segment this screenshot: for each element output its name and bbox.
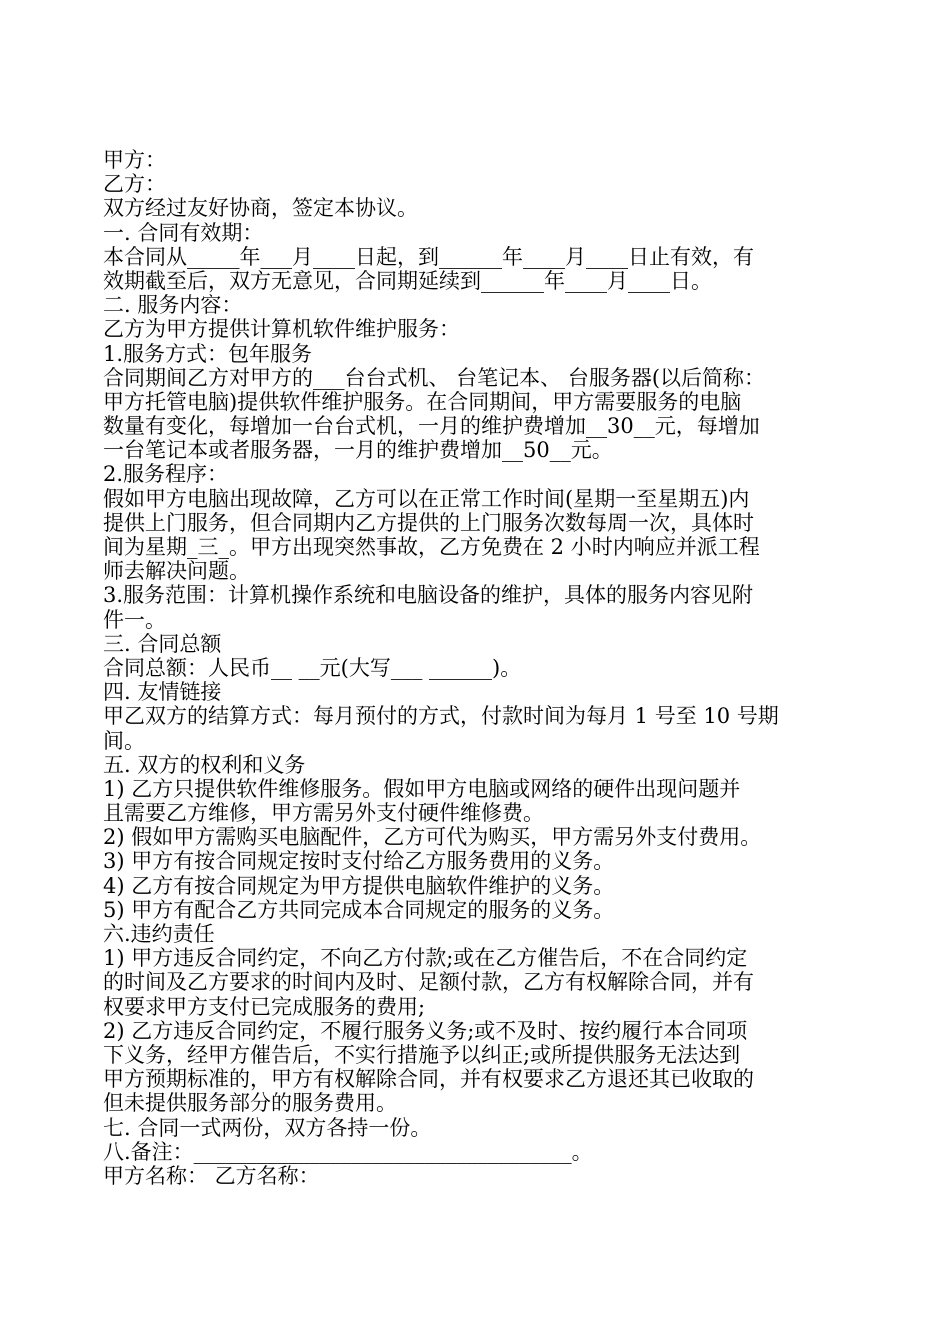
service-procedure-line-1: 假如甲方电脑出现故障，乙方可以在正常工作时间(星期一至星期五)内 — [103, 486, 750, 511]
section-2-heading: 二. 服务内容： — [103, 293, 243, 318]
rights-item-3: 3) 甲方有按合同规定按时支付给乙方服务费用的义务。 — [103, 849, 615, 874]
breach-item-1-line-3: 权要求甲方支付已完成服务的费用; — [103, 994, 426, 1019]
section-4-heading: 四. 友情链接 — [103, 680, 222, 705]
breach-item-2-line-2: 下义务，经甲方催告后，不实行措施予以纠正;或所提供服务无法达到 — [103, 1042, 741, 1067]
breach-item-2-line-1: 2) 乙方违反合同约定，不履行服务义务;或不及时、按约履行本合同项 — [103, 1018, 748, 1043]
remarks-line: 八.备注：____________________________________。 — [103, 1139, 593, 1164]
section-5-heading: 五. 双方的权利和义务 — [103, 752, 306, 777]
party-a-label: 甲方： — [103, 148, 166, 172]
signature-names-line: 甲方名称： 乙方名称： — [103, 1163, 320, 1188]
service-mode-line-3: 数量有变化，每增加一台台式机，一月的维护费增加__30__元，每增加 — [103, 414, 760, 439]
validity-line-2: 效期截至后，双方无意见，合同期延续到______年____月____日。 — [103, 268, 712, 293]
section-1-heading: 一. 合同有效期： — [103, 220, 264, 245]
service-mode-heading: 1.服务方式：包年服务 — [103, 341, 313, 366]
section-7-line: 七. 合同一式两份，双方各持一份。 — [103, 1115, 432, 1140]
party-b-label: 乙方： — [103, 172, 166, 197]
rights-item-5: 5) 甲方有配合乙方共同完成本合同规定的服务的义务。 — [103, 897, 615, 922]
breach-item-2-line-3: 甲方预期标准的，甲方有权解除合同，并有权要求乙方退还其已收取的 — [103, 1067, 754, 1092]
breach-item-1-line-2: 的时间及乙方要求的时间内及时、足额付款，乙方有权解除合同，并有 — [103, 970, 754, 995]
rights-item-1-line-1: 1) 乙方只提供软件维修服务。假如甲方电脑或网络的硬件出现问题并 — [103, 776, 741, 801]
section-3-heading: 三. 合同总额 — [103, 631, 222, 656]
service-procedure-line-4: 师去解决问题。 — [103, 559, 250, 584]
service-mode-line-2: 甲方托管电脑)提供软件维护服务。在合同期间，甲方需要服务的电脑 — [103, 389, 742, 414]
rights-item-4: 4) 乙方有按合同规定为甲方提供电脑软件维护的义务。 — [103, 873, 615, 898]
settlement-line-1: 甲乙双方的结算方式：每月预付的方式，付款时间为每月 1 号至 10 号期 — [103, 704, 779, 729]
rights-item-2: 2) 假如甲方需购买电脑配件，乙方可代为购买，甲方需另外支付费用。 — [103, 825, 762, 850]
service-mode-line-4: 一台笔记本或者服务器，一月的维护费增加__50__元。 — [103, 438, 613, 463]
service-mode-line-1: 合同期间乙方对甲方的___台台式机、 台笔记本、 台服务器(以后简称： — [103, 365, 766, 390]
settlement-line-2: 间。 — [103, 728, 145, 753]
preamble: 双方经过友好协商，签定本协议。 — [103, 196, 418, 221]
service-scope-line-2: 件一。 — [103, 607, 166, 632]
validity-line-1: 本合同从_____年___月____日起，到______年____月____日止有效，有 — [103, 244, 754, 269]
service-procedure-heading: 2.服务程序： — [103, 462, 229, 487]
breach-item-2-line-4: 但未提供服务部分的服务费用。 — [103, 1091, 397, 1116]
rights-item-1-line-2: 且需要乙方维修，甲方需另外支付硬件维修费。 — [103, 801, 544, 826]
breach-item-1-line-1: 1) 甲方违反合同约定，不向乙方付款;或在乙方催告后，不在合同约定 — [103, 946, 748, 971]
contract-document — [103, 148, 855, 1188]
service-procedure-line-2: 提供上门服务，但合同期内乙方提供的上门服务次数每周一次，具体时 — [103, 510, 754, 535]
service-procedure-line-3: 间为星期_三_。甲方出现突然事故，乙方免费在 2 小时内响应并派工程 — [103, 535, 760, 559]
section-6-heading: 六.违约责任 — [103, 922, 215, 946]
service-intro: 乙方为甲方提供计算机软件维护服务： — [103, 317, 460, 342]
total-amount-line: 合同总额：人民币__ __元(大写___ ______)。 — [103, 655, 522, 680]
service-scope-line-1: 3.服务范围：计算机操作系统和电脑设备的维护，具体的服务内容见附 — [103, 583, 754, 608]
